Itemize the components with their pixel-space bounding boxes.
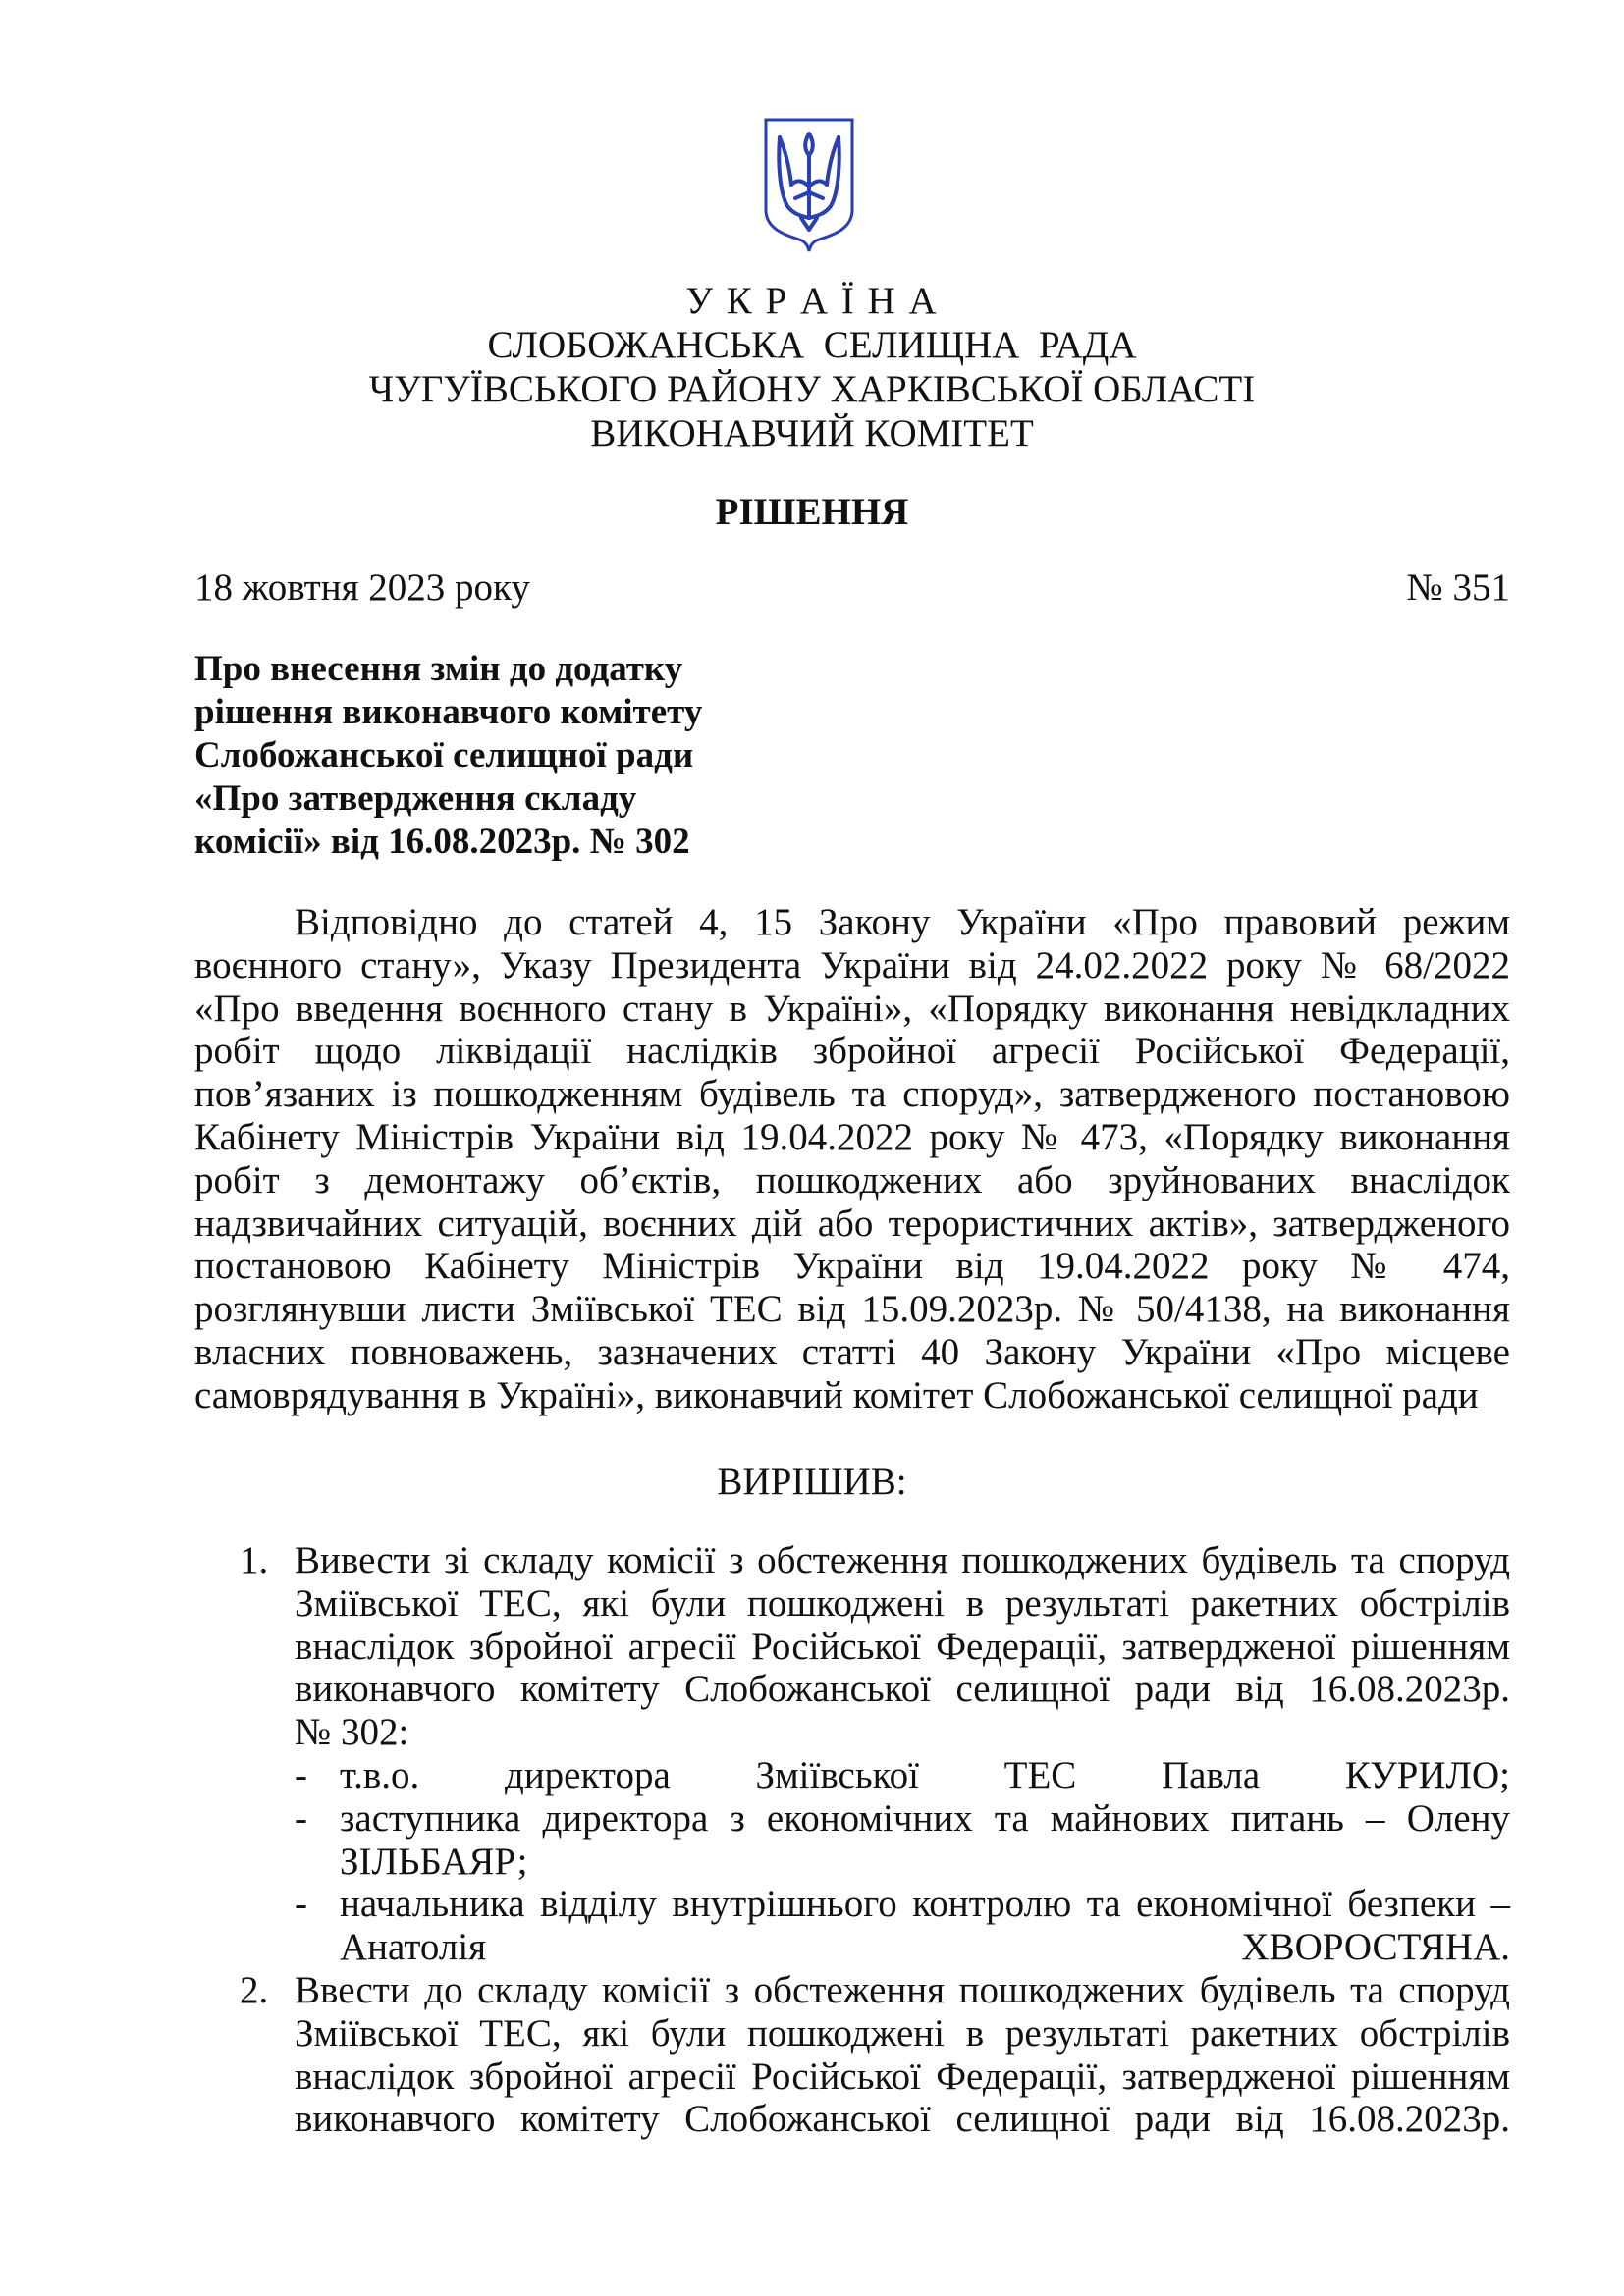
- decision-number: № 351: [1406, 566, 1510, 609]
- sub-item-line: ЗІЛЬБАЯР;: [340, 1840, 528, 1883]
- sub-item-line: начальника відділу внутрішнього контролю та економічної безпеки –: [340, 1883, 1510, 1926]
- subject-line: «Про затвердження складу: [194, 778, 637, 819]
- dash-bullet: -: [295, 1753, 307, 1796]
- sub-item: [295, 1883, 1510, 1969]
- preamble-line: робіт з демонтажу об’єктів, пошкоджених або зруйнованих внаслідок: [194, 1158, 1510, 1201]
- list-item: [194, 1969, 1510, 2141]
- preamble-line: «Про введення воєнного стану в Україні», «Порядку виконання невідкладних: [194, 987, 1510, 1030]
- resolution-list: [194, 1539, 1510, 2141]
- country-heading: У К Р А Ї Н А: [685, 280, 939, 322]
- preamble-line: власних повноважень, зазначених статті 40 Закону України «Про місцеве: [194, 1330, 1510, 1373]
- decision-date: 18 жовтня 2023 року: [194, 566, 530, 609]
- preamble-line: надзвичайних ситуацій, воєнних дій або терористичних актів», затвердженого: [194, 1201, 1510, 1245]
- item-line: виконавчого комітету Слобожанської селищної ради від 16.08.2023р.: [295, 2098, 1510, 2141]
- item-number: 2.: [240, 1968, 269, 2011]
- district-heading: ЧУГУЇВСЬКОГО РАЙОНУ ХАРКІВСЬКОЇ ОБЛАСТІ: [368, 368, 1256, 410]
- committee-heading: ВИКОНАВЧИЙ КОМІТЕТ: [590, 412, 1034, 454]
- item-line: Зміївської ТЕС, які були пошкоджені в результаті ракетних обстрілів: [295, 2011, 1510, 2055]
- item-line: Зміївської ТЕС, які були пошкоджені в результаті ракетних обстрілів: [295, 1581, 1510, 1625]
- sub-item-line: Анатолія ХВОРОСТЯНА.: [340, 1926, 1510, 1969]
- decision-title: РІШЕННЯ: [715, 491, 909, 533]
- preamble-line: пов’язаних із пошкодженням будівель та споруд», затвердженого постановою: [194, 1073, 1510, 1116]
- sub-item-line: заступника директора з економічних та майнових питань – Олену: [340, 1796, 1510, 1840]
- preamble-line: розглянувши листи Зміївської ТЕС від 15.09.2023р. № 50/4138, на виконання: [194, 1288, 1510, 1331]
- decision-subject: [194, 648, 803, 864]
- list-item: [194, 1539, 1510, 1969]
- council-heading: СЛОБОЖАНСЬКА СЕЛИЩНА РАДА: [487, 324, 1137, 366]
- item-line: внаслідок збройної агресії Російської Федерації, затвердженої рішенням: [295, 2055, 1510, 2098]
- subject-line: Про внесення змін до додатку: [194, 649, 683, 689]
- preamble-line: Кабінету Міністрів України від 19.04.2022 року № 473, «Порядку виконання: [194, 1115, 1510, 1158]
- resolved-heading: ВИРІШИВ:: [717, 1461, 907, 1503]
- item-line: № 302:: [295, 1711, 409, 1754]
- sub-item: [295, 1754, 1510, 1797]
- sub-item: [295, 1797, 1510, 1884]
- dash-bullet: -: [295, 1796, 307, 1840]
- item-number: 1.: [240, 1539, 269, 1581]
- item-line: Вивести зі складу комісії з обстеження пошкоджених будівель та споруд: [295, 1539, 1510, 1581]
- preamble-line: робіт щодо ліквідації наслідків збройної агресії Російської Федерації,: [194, 1030, 1510, 1073]
- sub-item-line: т.в.о. директора Зміївської ТЕС Павла КУРИЛО;: [340, 1753, 1510, 1796]
- preamble-line: постановою Кабінету Міністрів України від 19.04.2022 року № 474,: [194, 1245, 1510, 1288]
- dash-bullet: -: [295, 1883, 307, 1926]
- preamble-paragraph: [194, 901, 1510, 1417]
- subject-line: Слобожанської селищної ради: [194, 735, 694, 775]
- trident-coat-of-arms-icon: [762, 116, 856, 253]
- item-line: Ввести до складу комісії з обстеження пошкоджених будівель та споруд: [295, 1968, 1510, 2011]
- item-line: внаслідок збройної агресії Російської Федерації, затвердженої рішенням: [295, 1625, 1510, 1668]
- subject-line: комісії» від 16.08.2023р. № 302: [194, 822, 690, 862]
- preamble-line: Відповідно до статей 4, 15 Закону України «Про правовий режим: [295, 901, 1510, 943]
- subject-line: рішення виконавчого комітету: [194, 692, 703, 732]
- item-line: виконавчого комітету Слобожанської селищної ради від 16.08.2023р.: [295, 1668, 1510, 1711]
- preamble-line: самоврядування в Україні», виконавчий комітет Слобожанської селищної ради: [194, 1373, 1479, 1416]
- preamble-line: воєнного стану», Указу Президента України від 24.02.2022 року № 68/2022: [194, 943, 1510, 987]
